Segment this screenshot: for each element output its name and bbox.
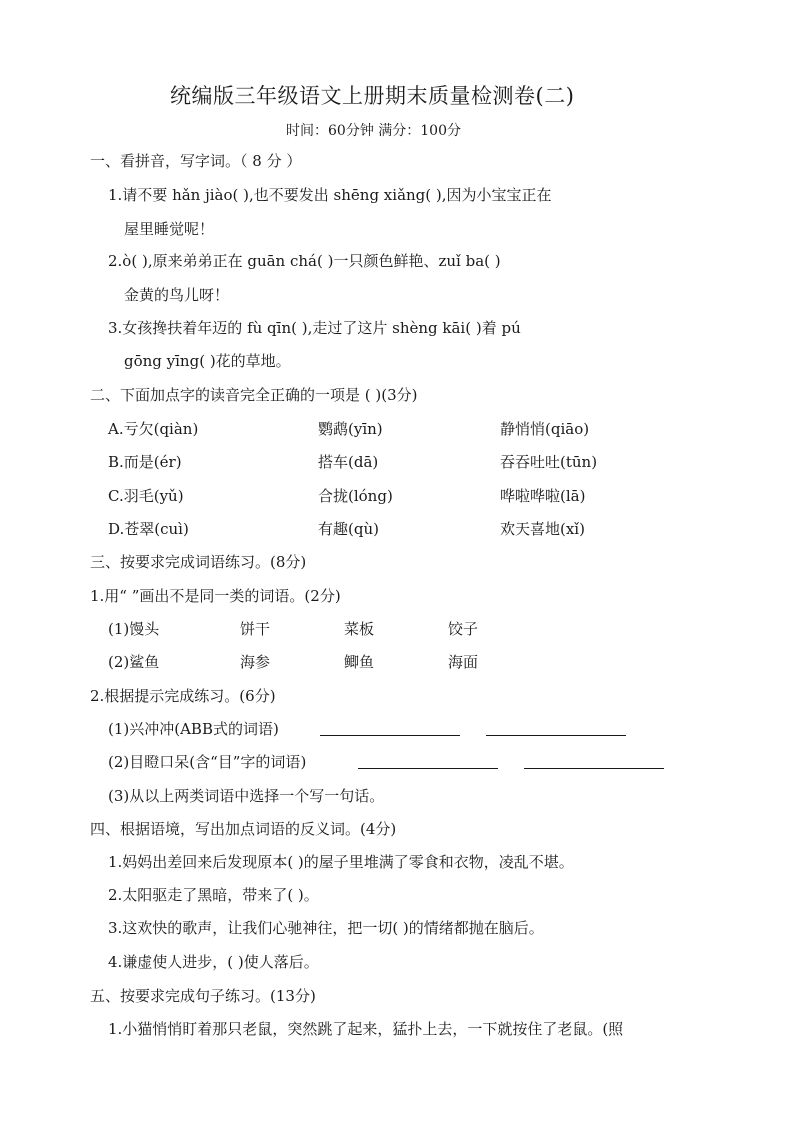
word-group-2-item-4: 海面 — [448, 653, 479, 671]
s4-question-4: 4.谦虚使人进步，( )使人落后。 — [108, 953, 319, 971]
option-b-col1: B.而是(ér) — [108, 453, 182, 471]
word-group-1-item-1: (1)馒头 — [108, 620, 160, 638]
word-group-1-item-2: 饼干 — [240, 620, 271, 638]
answer-blank-3[interactable] — [358, 754, 498, 769]
option-d-col1: D.苍翠(cuì) — [108, 520, 189, 538]
answer-blank-4[interactable] — [524, 754, 664, 769]
s1-question-1-line-1: 1.请不要 hǎn jiào( ),也不要发出 shēng xiǎng( ),因为小宝宝正在 — [108, 186, 552, 204]
word-group-2-item-2: 海参 — [240, 653, 271, 671]
answer-blank-1[interactable] — [320, 721, 460, 736]
word-group-2-item-3: 鲫鱼 — [344, 653, 375, 671]
answer-blank-2[interactable] — [486, 721, 626, 736]
option-a-col3: 静悄悄(qiāo) — [500, 420, 590, 438]
exam-info: 时间：60分钟 满分：100分 — [286, 123, 461, 139]
option-c-col1: C.羽毛(yǔ) — [108, 487, 184, 505]
s4-question-3: 3.这欢快的歌声，让我们心驰神往，把一切( )的情绪都抛在脑后。 — [108, 919, 544, 937]
section-4-heading: 四、根据语境，写出加点词语的反义词。(4分) — [90, 820, 397, 838]
option-a-col2: 鹦鹉(yīn) — [318, 420, 383, 438]
page-title: 统编版三年级语文上册期末质量检测卷(二) — [170, 84, 575, 108]
s1-question-3-line-1: 3.女孩搀扶着年迈的 fù qīn( ),走过了这片 shèng kāi( )着 pú — [108, 319, 521, 337]
option-c-col2: 合拢(lóng) — [318, 487, 393, 505]
s4-question-1: 1.妈妈出差回来后发现原本( )的屋子里堆满了零食和衣物，凌乱不堪。 — [108, 853, 574, 871]
s3-question-2-part-3: (3)从以上两类词语中选择一个写一句话。 — [108, 787, 385, 805]
option-b-col2: 搭车(dā) — [318, 453, 379, 471]
option-d-col2: 有趣(qù) — [318, 520, 379, 538]
section-5-heading: 五、按要求完成句子练习。(13分) — [90, 987, 316, 1005]
word-group-1-item-4: 饺子 — [448, 620, 479, 638]
section-2-heading: 二、下面加点字的读音完全正确的一项是 ( )(3分) — [90, 386, 418, 404]
word-group-1-item-3: 菜板 — [344, 620, 375, 638]
s1-question-3-line-2: gōng yīng( )花的草地。 — [124, 352, 291, 370]
option-b-col3: 吞吞吐吐(tūn) — [500, 453, 598, 471]
section-1-heading: 一、看拼音，写字词。（ 8 分 ） — [90, 152, 302, 170]
section-3-heading: 三、按要求完成词语练习。(8分) — [90, 553, 307, 571]
s3-question-2-part-2: (2)目瞪口呆(含“目”字的词语) — [108, 753, 307, 771]
s3-question-2: 2.根据提示完成练习。(6分) — [90, 687, 276, 705]
s1-question-2-line-1: 2.ò( ),原来弟弟正在 guān chá( )一只颜色鲜艳、zuǐ ba( ) — [108, 252, 501, 270]
option-d-col3: 欢天喜地(xǐ) — [500, 520, 585, 538]
s1-question-2-line-2: 金黄的鸟儿呀！ — [124, 286, 230, 304]
option-a-col1: A.亏欠(qiàn) — [108, 420, 199, 438]
s5-question-1: 1.小猫悄悄盯着那只老鼠，突然跳了起来，猛扑上去，一下就按住了老鼠。(照 — [108, 1020, 624, 1038]
word-group-2-item-1: (2)鲨鱼 — [108, 653, 160, 671]
s3-question-2-part-1: (1)兴冲冲(ABB式的词语) — [108, 720, 279, 738]
s3-question-1: 1.用“ ”画出不是同一类的词语。(2分) — [90, 587, 341, 605]
s4-question-2: 2.太阳驱走了黑暗，带来了( )。 — [108, 886, 319, 904]
option-c-col3: 哗啦哗啦(lā) — [500, 487, 586, 505]
s1-question-1-line-2: 屋里睡觉呢！ — [124, 220, 215, 238]
